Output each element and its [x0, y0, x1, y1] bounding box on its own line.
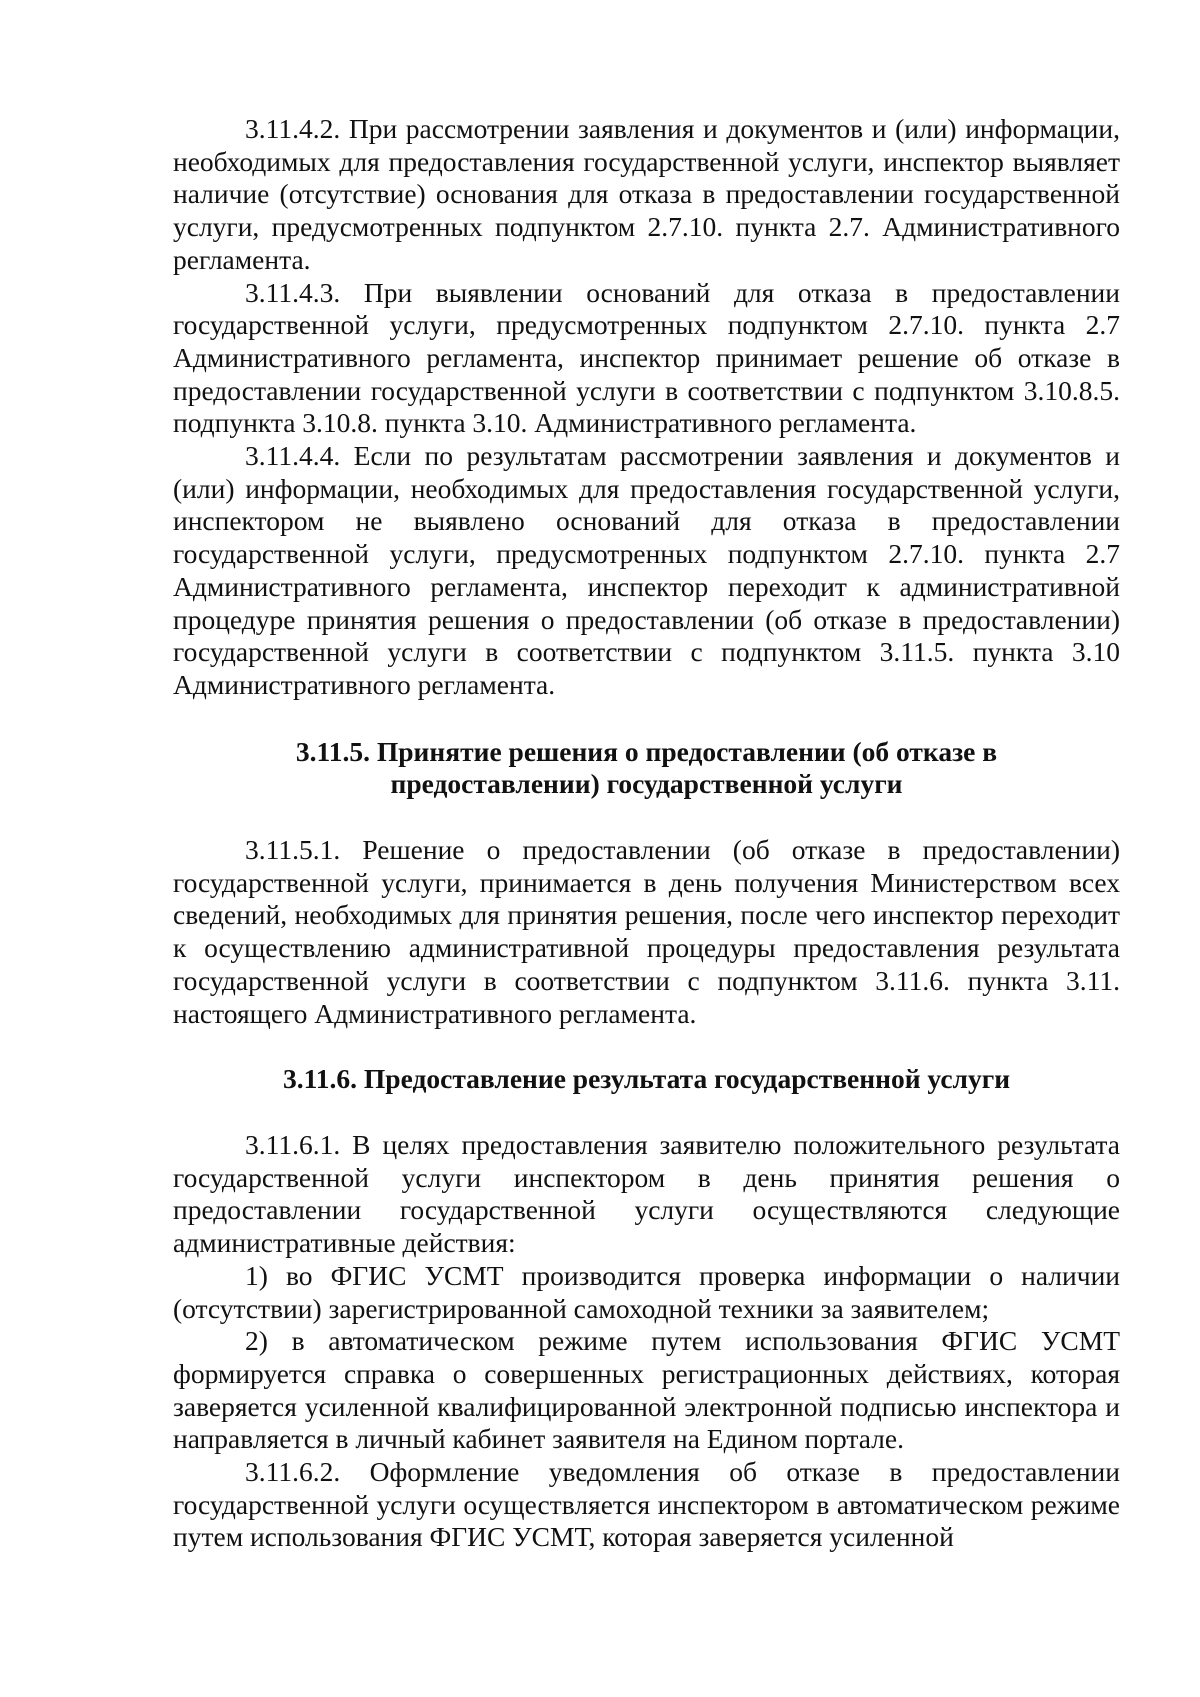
paragraph-3-11-6-2: 3.11.6.2. Оформление уведомления об отказе в предоставлении государственной услуги осуществляется инспектором в автоматическом режиме путем использования ФГИС УСМТ, которая заверяется усиленной — [173, 1456, 1120, 1553]
section-heading-3-11-5: 3.11.5. Принятие решения о предоставлении (об отказе в предоставлении) государственной услуги — [295, 735, 998, 800]
paragraph-3-11-6-1: 3.11.6.1. В целях предоставления заявителю положительного результата государственной услуги инспектором в день принятия решения о предоставлении государственной услуги осуществляются следующие административные действия: — [173, 1128, 1120, 1259]
list-item-1: 1) во ФГИС УСМТ производится проверка информации о наличии (отсутствии) зарегистрированной самоходной техники за заявителем; — [173, 1259, 1120, 1324]
section-heading-3-11-6: 3.11.6. Предоставление результата государственной услуги — [282, 1063, 1011, 1095]
list-item-2: 2) в автоматическом режиме путем использования ФГИС УСМТ формируется справка о совершенных регистрационных действиях, которая заверяется усиленной квалифицированной электронной подписью инспектора и направляется в личный кабинет заявителя на Едином портале. — [173, 1325, 1120, 1455]
paragraph-3-11-4-3: 3.11.4.3. При выявлении оснований для отказа в предоставлении государственной услуги, предусмотренных подпунктом 2.7.10. пункта 2.7 Административного регламента, инспектор принимает решение об отказе в предоставлении государственной услуги в соответствии с подпунктом 3.10.8.5. подпункта 3.10.8. пункта 3.10. Административного регламента. — [173, 276, 1120, 439]
document-page — [173, 113, 1120, 1554]
paragraph-3-11-4-2: 3.11.4.2. При рассмотрении заявления и документов и (или) информации, необходимых для предоставления государственной услуги, инспектор выявляет наличие (отсутствие) основания для отказа в предоставлении государственной услуги, предусмотренных подпунктом 2.7.10. пункта 2.7. Административного регламента. — [173, 113, 1120, 275]
paragraph-3-11-5-1: 3.11.5.1. Решение о предоставлении (об отказе в предоставлении) государственной услуги, принимается в день получения Министерством всех сведений, необходимых для принятия решения, после чего инспектор переходит к осуществлению административной процедуры предоставления результата государственной услуги в соответствии с подпунктом 3.11.6. пункта 3.11. настоящего Административного регламента. — [173, 834, 1120, 1029]
paragraph-3-11-4-4: 3.11.4.4. Если по результатам рассмотрении заявления и документов и (или) информации, необходимых для предоставления государственной услуги, инспектором не выявлено оснований для отказа в предоставлении государственной услуги, предусмотренных подпунктом 2.7.10. пункта 2.7 Административного регламента, инспектор переходит к административной процедуре принятия решения о предоставлении (об отказе в предоставлении) государственной услуги в соответствии с подпунктом 3.11.5. пункта 3.10 Административного регламента. — [173, 440, 1120, 700]
